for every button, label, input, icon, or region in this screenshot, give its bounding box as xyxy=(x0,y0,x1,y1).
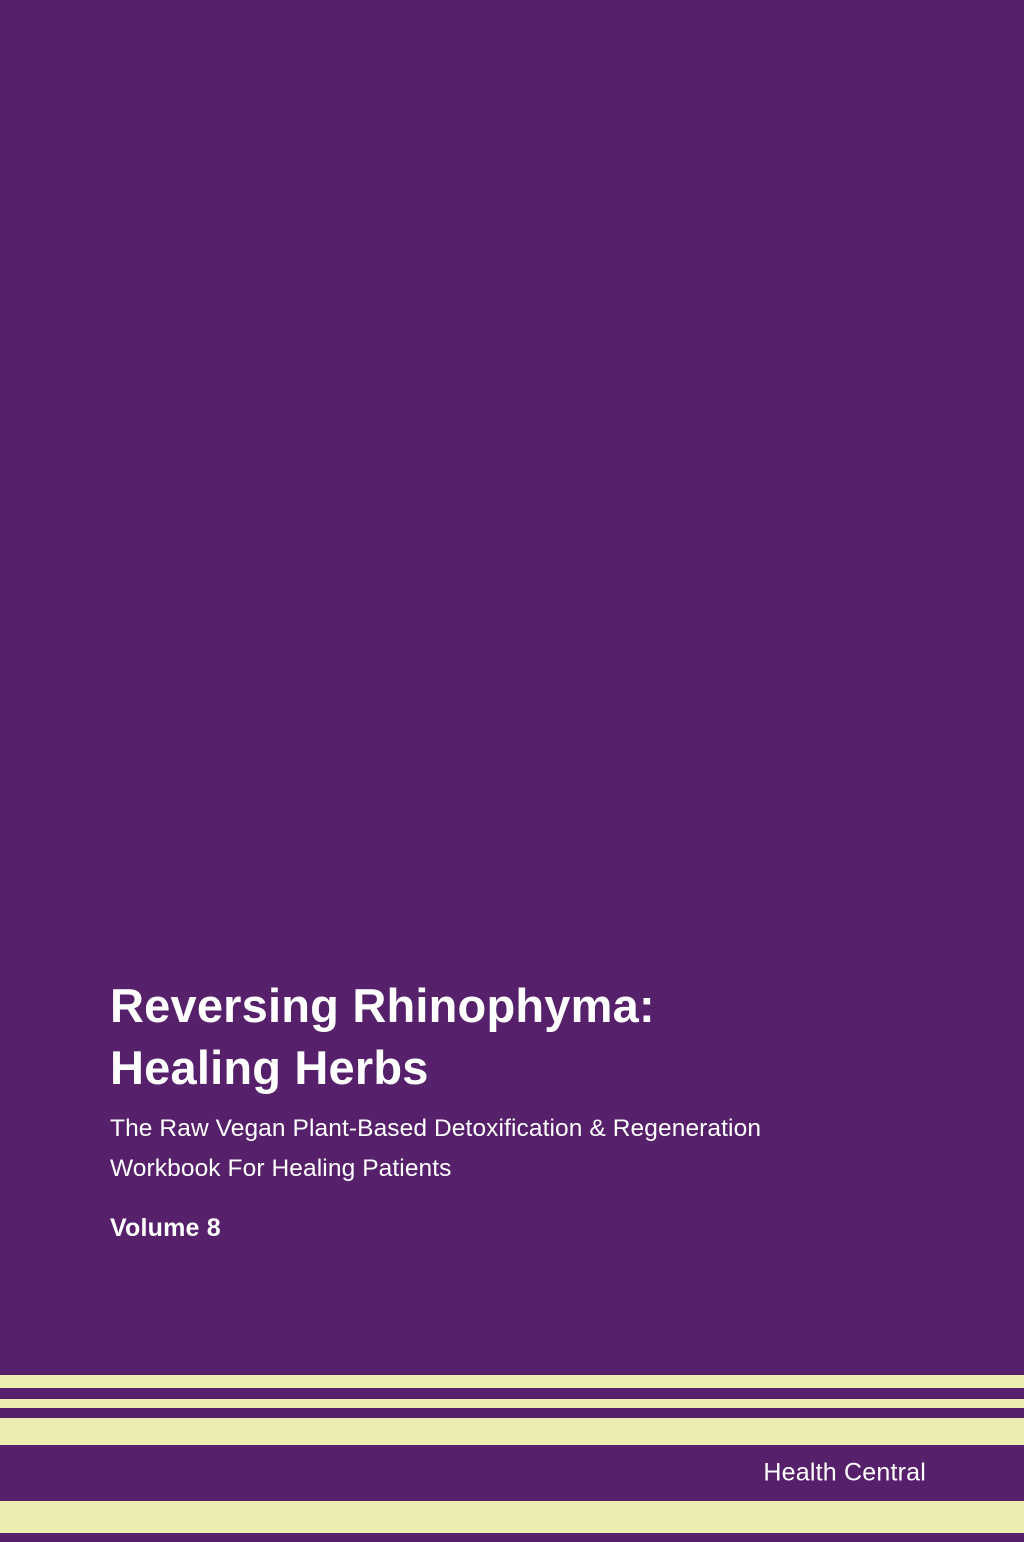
stripe-cream-3 xyxy=(0,1418,1024,1445)
cover-title-block xyxy=(110,975,900,1243)
cover-volume: Volume 8 xyxy=(110,1214,221,1243)
cover-subtitle: The Raw Vegan Plant-Based Detoxification & Regeneration Workbook For Healing Patients xyxy=(110,1115,762,1182)
stripe-cream-4 xyxy=(0,1501,1024,1533)
stripe-cream-2 xyxy=(0,1399,1024,1408)
publisher-band xyxy=(0,1445,1024,1501)
stripe-cream-1 xyxy=(0,1375,1024,1388)
page-title: Reversing Rhinophyma: Healing Herbs xyxy=(110,979,655,1095)
decorative-stripe-band xyxy=(0,1375,1024,1542)
stripe-purple-3 xyxy=(0,1533,1024,1542)
publisher-name: Health Central xyxy=(763,1458,926,1487)
stripe-purple-1 xyxy=(0,1388,1024,1399)
stripe-purple-2 xyxy=(0,1408,1024,1418)
